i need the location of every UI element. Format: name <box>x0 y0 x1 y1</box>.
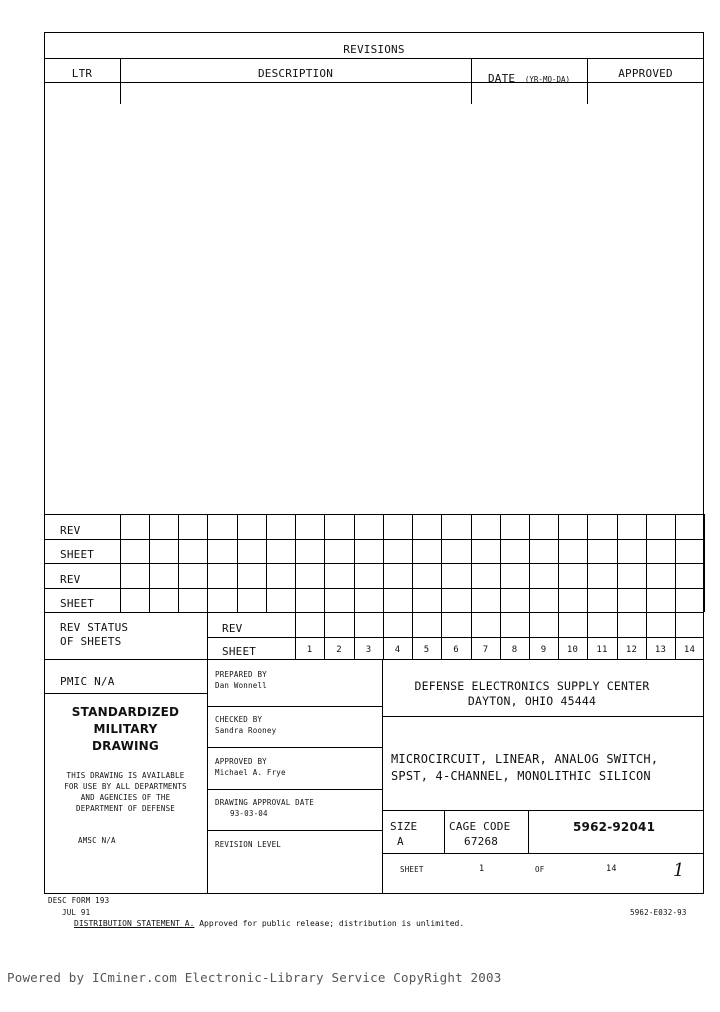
sheet-number: 8 <box>511 645 518 655</box>
rev-grid-hline <box>44 514 704 515</box>
pmic-top-line <box>44 659 704 660</box>
sheet-row-1-label: SHEET <box>60 548 95 561</box>
title-line-1: MICROCIRCUIT, LINEAR, ANALOG SWITCH, <box>391 752 659 766</box>
handwritten-mark: 1 <box>673 860 685 881</box>
rev-grid-vline <box>383 514 384 612</box>
rev-grid-vline <box>617 514 618 612</box>
avail-line-4: DEPARTMENT OF DEFENSE <box>75 804 176 813</box>
doc-number: 5962-E032-93 <box>630 908 687 917</box>
distribution-text: Approved for public release; distribution is unlimited. <box>194 919 465 928</box>
left-block-divider <box>207 659 208 894</box>
col-approved: APPROVED <box>618 67 673 80</box>
pmic-bottom-line <box>44 693 207 694</box>
rev-grid-vline <box>587 514 588 612</box>
approval-date-value: 93-03-04 <box>230 809 268 818</box>
rev-grid-vline <box>178 514 179 612</box>
rev-status-rev-label: REV <box>222 622 243 635</box>
sheet-number: 7 <box>482 645 489 655</box>
col-ltr: LTR <box>71 67 93 80</box>
checked-name: Sandra Rooney <box>215 726 277 735</box>
form-date: JUL 91 <box>62 908 91 917</box>
distribution-statement <box>74 919 464 928</box>
rev-status-mid-line <box>207 637 704 638</box>
sheet-number: 9 <box>540 645 547 655</box>
rev-grid-vline <box>646 514 647 612</box>
avail-line-2: FOR USE BY ALL DEPARTMENTS <box>64 782 187 791</box>
sheet-number: 3 <box>365 645 372 655</box>
ltr-col-divider <box>120 58 121 104</box>
rev-grid-hline <box>44 563 704 564</box>
of-label: OF <box>535 865 545 874</box>
std-line-1: STANDARDIZED <box>71 705 180 719</box>
rev-grid-vline <box>354 514 355 612</box>
rev-grid-vline <box>529 514 530 612</box>
rev-status-divider <box>207 612 208 659</box>
rev-grid-hline <box>44 612 704 613</box>
rev-grid-vline <box>120 514 121 612</box>
checked-bottom <box>207 747 382 748</box>
powered-by: Powered by ICminer.com Electronic-Library Service CopyRight 2003 <box>7 970 502 985</box>
rev-grid-vline <box>558 514 559 612</box>
agency-line-2: DAYTON, OHIO 45444 <box>467 694 597 708</box>
size-cage-divider <box>444 810 445 853</box>
date-col-divider <box>587 58 588 104</box>
sheet-number: 10 <box>566 645 579 655</box>
rev-grid-vline <box>704 514 705 612</box>
rev-grid-vline <box>295 514 296 612</box>
date-bottom <box>207 830 382 831</box>
size-label: SIZE <box>390 820 418 833</box>
sheet-number: 13 <box>654 645 667 655</box>
prepared-bottom <box>207 706 382 707</box>
rev-row-1-label: REV <box>60 524 81 537</box>
col-date-format: (YR-MO-DA) <box>524 75 571 84</box>
std-line-2: MILITARY <box>93 722 158 736</box>
rev-grid-vline <box>500 514 501 612</box>
sheet-number: 12 <box>625 645 638 655</box>
sheet-value: 1 <box>479 864 485 874</box>
rev-status-label-2: OF SHEETS <box>60 635 122 648</box>
rev-status-sheet-label: SHEET <box>222 645 257 658</box>
title-line-2: SPST, 4-CHANNEL, MONOLITHIC SILICON <box>391 769 651 783</box>
col-date <box>471 67 587 86</box>
std-line-3: DRAWING <box>92 739 159 753</box>
sheet-number: 4 <box>394 645 401 655</box>
rev-grid-vline <box>471 514 472 612</box>
size-value: A <box>397 835 404 848</box>
revision-level-label: REVISION LEVEL <box>215 840 282 849</box>
rev-grid-vline <box>149 514 150 612</box>
col-date-label: DATE <box>487 72 516 85</box>
rev-grid-vline <box>675 514 676 612</box>
form-number: DESC FORM 193 <box>48 896 110 905</box>
rev-grid-vline <box>266 514 267 612</box>
rev-grid-vline <box>441 514 442 612</box>
approved-bottom <box>207 789 382 790</box>
sheet-number: 1 <box>306 645 313 655</box>
rev-grid-hline <box>44 588 704 589</box>
pmic-label: PMIC N/A <box>60 675 115 688</box>
cage-number-divider <box>528 810 529 853</box>
sheet-number: 11 <box>596 645 608 655</box>
sheet-number: 2 <box>336 645 342 655</box>
revisions-title: REVISIONS <box>343 43 405 56</box>
rev-grid-vline <box>412 514 413 612</box>
rev-grid-vline <box>237 514 238 612</box>
checked-label: CHECKED BY <box>215 715 263 724</box>
title-bottom <box>382 810 704 811</box>
sheet-number: 6 <box>453 645 459 655</box>
agency-bottom <box>382 716 704 717</box>
revisions-divider <box>44 58 704 59</box>
rev-status-label-1: REV STATUS <box>60 621 129 634</box>
avail-line-1: THIS DRAWING IS AVAILABLE <box>66 771 185 780</box>
cage-value: 67268 <box>464 835 499 848</box>
rev-grid-vline <box>207 514 208 612</box>
amsc-label: AMSC N/A <box>78 836 116 845</box>
sheet-number: 14 <box>683 645 696 655</box>
sheet-number: 5 <box>423 645 430 655</box>
approval-date-label: DRAWING APPROVAL DATE <box>215 798 315 807</box>
col-description: DESCRIPTION <box>257 67 334 80</box>
distribution-label: DISTRIBUTION STATEMENT A. <box>74 919 195 928</box>
rev-grid-vline <box>324 514 325 612</box>
drawing-number: 5962-92041 <box>573 820 656 834</box>
agency-line-1: DEFENSE ELECTRONICS SUPPLY CENTER <box>414 679 650 693</box>
prepared-name: Dan Wonnell <box>215 681 267 690</box>
sheet-row-2-label: SHEET <box>60 597 95 610</box>
rev-row-2-label: REV <box>60 573 81 586</box>
size-row-bottom <box>382 853 704 854</box>
sheet-label: SHEET <box>400 865 424 874</box>
rev-grid-hline <box>44 539 704 540</box>
cage-label: CAGE CODE <box>449 820 511 833</box>
approved-name: Michael A. Frye <box>215 768 286 777</box>
revisions-header-bottom <box>44 82 704 83</box>
prepared-label: PREPARED BY <box>215 670 267 679</box>
of-value: 14 <box>606 864 617 874</box>
avail-line-3: AND AGENCIES OF THE <box>80 793 171 802</box>
approved-label: APPROVED BY <box>215 757 267 766</box>
